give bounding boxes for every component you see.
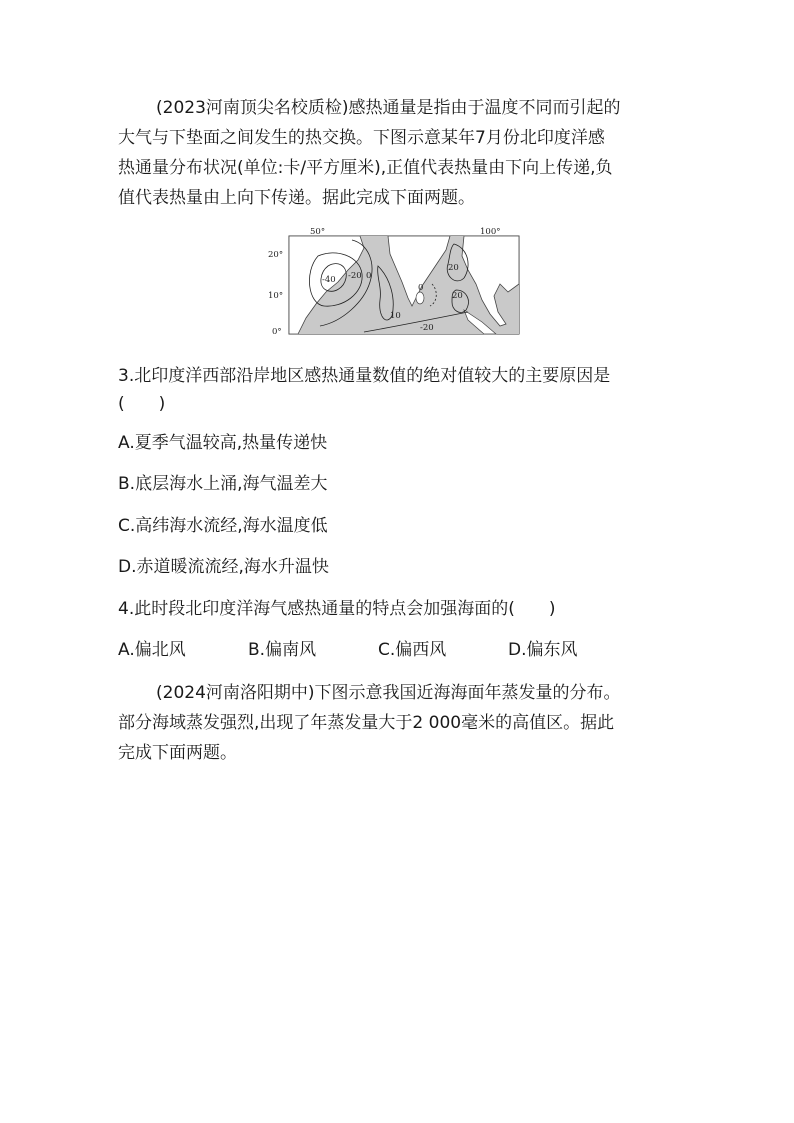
contour-label: -20: [420, 323, 434, 333]
lat-label-10: 10°: [268, 291, 284, 301]
intro-paragraph-2: [118, 678, 678, 768]
contour-label: 20: [452, 291, 463, 301]
question-3-option-b: B.底层海水上涌,海气温差大: [118, 474, 328, 494]
intro-paragraph-1: [118, 93, 678, 213]
question-4-option-d: D.偏东风: [508, 640, 578, 660]
intro2-line-2: 部分海域蒸发强烈,出现了年蒸发量大于2 000毫米的高值区。据此: [118, 713, 615, 733]
contour-label: 0: [366, 271, 372, 281]
question-4-option-c: C.偏西风: [378, 640, 447, 660]
map-svg: [268, 226, 530, 340]
question-4-option-b: B.偏南风: [248, 640, 317, 660]
land-sri-lanka: [416, 292, 424, 304]
intro1-line-1: (2023河南顶尖名校质检)感热通量是指由于温度不同而引起的: [156, 98, 621, 118]
question-4-option-a: A.偏北风: [118, 640, 186, 660]
lat-label-0: 0°: [272, 327, 282, 337]
lat-label-20: 20°: [268, 250, 284, 260]
contour-label: 10: [390, 311, 401, 321]
question-3-stem-line-2: ( ): [118, 394, 166, 414]
lon-label-50: 50°: [310, 227, 326, 237]
contour-label: 20: [448, 263, 459, 273]
contour-label: 0: [418, 283, 424, 293]
intro1-line-2: 大气与下垫面之间发生的热交换。下图示意某年7月份北印度洋感: [118, 128, 605, 148]
question-3-stem-line-1: 3.北印度洋西部沿岸地区感热通量数值的绝对值较大的主要原因是: [118, 366, 611, 386]
lon-label-100: 100°: [480, 227, 501, 237]
intro1-line-4: 值代表热量由上向下传递。据此完成下面两题。: [118, 188, 475, 208]
question-3-option-a: A.夏季气温较高,热量传递快: [118, 433, 328, 453]
intro2-line-3: 完成下面两题。: [118, 743, 237, 763]
contour-label: -40: [322, 275, 336, 285]
intro1-line-3: 热通量分布状况(单位:卡/平方厘米),正值代表热量由下向上传递,负: [118, 158, 613, 178]
question-3-option-c: C.高纬海水流经,海水温度低: [118, 516, 328, 536]
intro2-line-1: (2024河南洛阳期中)下图示意我国近海海面年蒸发量的分布。: [156, 683, 621, 703]
question-3-option-d: D.赤道暖流流经,海水升温快: [118, 557, 329, 577]
sensible-heat-flux-map: [268, 226, 530, 340]
question-4-stem: 4.此时段北印度洋海气感热通量的特点会加强海面的( ): [118, 599, 556, 619]
contour-label: -20: [348, 271, 362, 281]
